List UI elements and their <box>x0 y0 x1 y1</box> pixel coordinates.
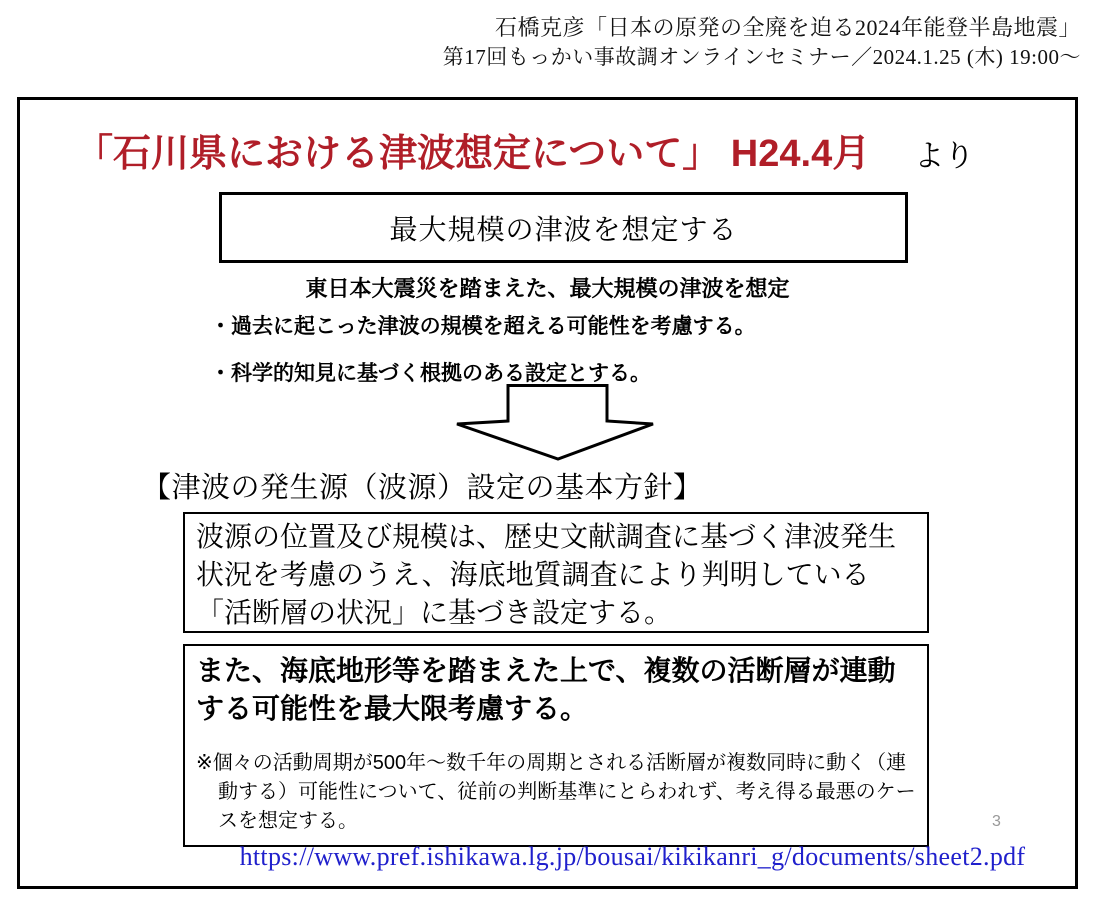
source-url-link[interactable]: https://www.pref.ishikawa.lg.jp/bousai/kikikanri_g/documents/sheet2.pdf <box>239 842 1026 871</box>
fault-linkage-box <box>183 644 929 847</box>
slide-title-suffix: より <box>914 140 975 173</box>
down-arrow-icon <box>455 384 655 462</box>
wave-source-policy-box <box>183 512 929 633</box>
source-url-row <box>180 842 1085 872</box>
max-tsunami-box <box>219 192 908 263</box>
attribution-line-1: 石橋克彦「日本の原発の全廃を迫る2024年能登半島地震」 <box>494 15 1081 40</box>
attribution-header <box>443 12 1081 72</box>
fault-linkage-main-text: また、海底地形等を踏まえた上で、複数の活断層が連動する可能性を最大限考慮する。 <box>196 655 896 724</box>
fault-linkage-note: ※個々の活動周期が500年～数千年の周期とされる活断層が複数同時に動く（連動する）可能性について、従前の判断基準にとらわれず、考え得る最悪のケースを想定する。 <box>196 752 916 832</box>
slide-title: 「石川県における津波想定について」 H24.4月 <box>75 133 871 175</box>
slide-frame <box>17 97 1078 889</box>
max-tsunami-box-text: 最大規模の津波を想定する <box>389 213 738 245</box>
slide-title-row <box>75 122 974 177</box>
wave-source-policy-text: 波源の位置及び規模は、歴史文献調査に基づく津波発生状況を考慮のうえ、海底地質調査により判明している「活断層の状況」に基づき設定する。 <box>196 521 897 628</box>
page-number: 3 <box>992 813 1001 830</box>
subtitle: 東日本大震災を踏まえた、最大規模の津波を想定 <box>305 276 790 301</box>
bullet-item-1: ・過去に起こった津波の規模を超える可能性を考慮する。 <box>210 315 756 338</box>
attribution-line-2: 第17回もっかい事故調オンラインセミナー／2024.1.25 (木) 19:00～ <box>442 45 1081 69</box>
section-heading: 【津波の発生源（波源）設定の基本方針】 <box>142 472 703 504</box>
bullet-item-2: ・科学的知見に基づく根拠のある設定とする。 <box>210 362 651 385</box>
